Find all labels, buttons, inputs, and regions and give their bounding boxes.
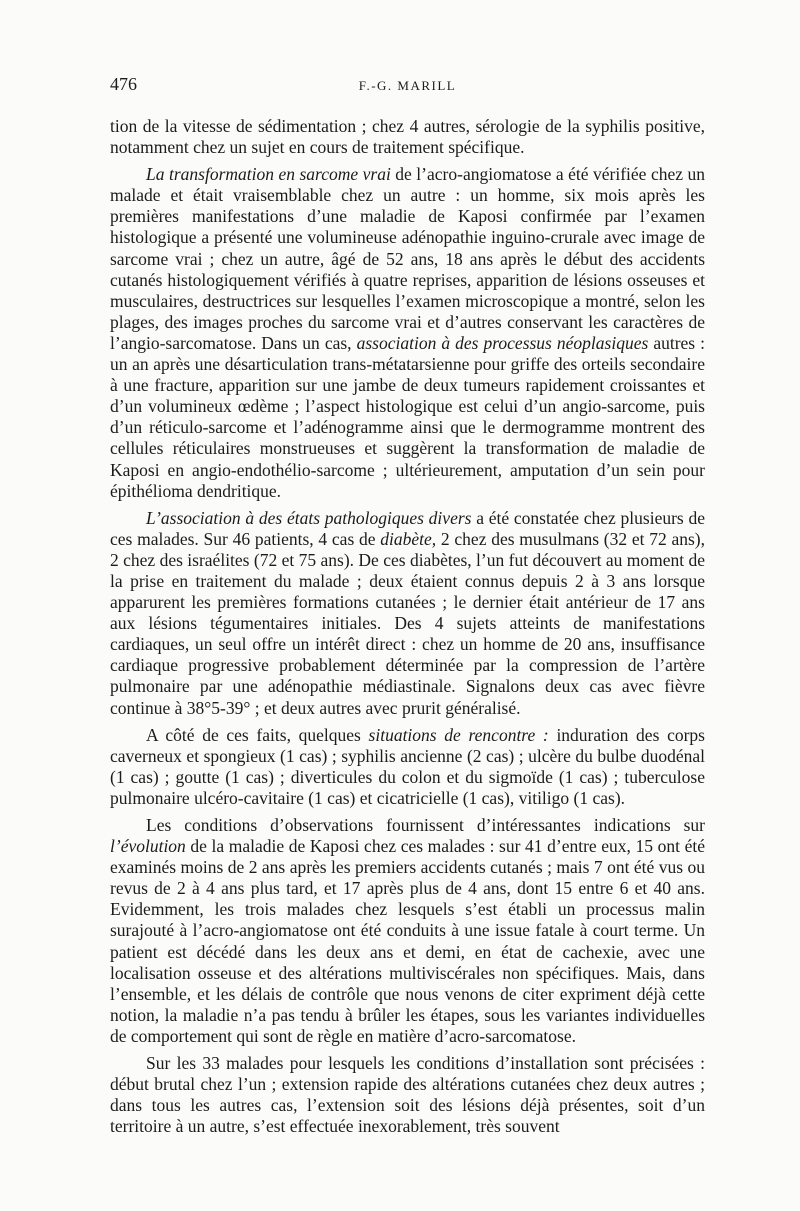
paragraph-evolution bbox=[110, 815, 705, 1047]
page-number: 476 bbox=[110, 74, 137, 94]
body-text bbox=[110, 116, 705, 1143]
text-run: Les conditions d’observations fournissent d’intéressantes indications sur bbox=[146, 815, 705, 835]
text-run: A côté de ces faits, quelques bbox=[146, 724, 369, 745]
paragraph-associated-conditions bbox=[110, 508, 705, 719]
text-run: de la maladie de Kaposi chez ces malades : sur 41 d’entre eux, 15 ont été examinés moins de 2 ans après les premiers accidents cutanés ; mais 7 ont été vus ou revus de 2 à 4 ans plus tard, et 17 après plus de 4 ans, dont 15 entre 6 et 40 ans. Evidemment, les trois malades chez lesquels s’est établi un processus malin surajouté à l’acro-angiomatose ont été conduits à une issue fatale à court terme. Un patient est décédé dans les deux ans et demi, en état de cachexie, avec une localisation osseuse et des altérations multiviscérales non spécifiques. Mais, dans l’ensemble, et les délais de contrôle que nous venons de citer expriment déjà cette notion, la maladie n’a pas tendu à brûler les étapes, sous les variantes individuelles de comportement qui sont de règle en matière d’acro-sarcomatose. bbox=[110, 836, 705, 1046]
italic-phrase: La transformation en sarcome vrai bbox=[146, 164, 391, 185]
italic-phrase: L’association à des états pathologiques divers bbox=[146, 507, 472, 528]
paragraph-sarcoma-transformation bbox=[110, 164, 705, 502]
text-run: induration des corps caverneux et spongieux (1 cas) ; syphilis ancienne (2 cas) ; ulcère du bulbe duodénal (1 cas) ; goutte (1 cas) ; diverticules du colon et du sigmoïde (1 cas) ; tuberculose pulmonaire ulcéro-cavitaire (1 cas) et cicatricielle (1 cas), vitiligo (1 cas). bbox=[110, 724, 705, 808]
italic-phrase: association à des processus néoplasiques bbox=[356, 332, 649, 353]
text-run: autres : un an après une désarticulation trans-métatarsienne pour griffe des orteils secondaire à une fracture, apparition sur une jambe de deux tumeurs rapidement croissantes et d’un volumineux œdème ; l’aspect histologique est celui d’un angio-sarcome, puis d’un réticulo-sarcome et l’adénogramme ainsi que le dermogramme montrent des cellules réticulaires monstrueuses et suggèrent la transformation de maladie de Kaposi en angio-endothélio-sarcome ; ultérieurement, amputation d’un sein pour épithélioma dendritique. bbox=[110, 332, 706, 501]
italic-phrase: diabète, bbox=[380, 528, 437, 549]
paragraph-continuation: tion de la vitesse de sédimentation ; chez 4 autres, sérologie de la syphilis positive, notamment chez un sujet en cours de traitement spécifique. bbox=[110, 116, 705, 158]
text-run: a été constatée chez plusieurs de ces malades. Sur 46 patients, 4 cas de bbox=[110, 507, 705, 549]
page-header bbox=[110, 74, 705, 104]
italic-phrase: l’évolution bbox=[110, 836, 186, 857]
text-run: 2 chez des musulmans (32 et 72 ans), 2 chez des israélites (72 et 75 ans). De ces diabètes, l’un fut découvert au moment de la prise en traitement du malade ; deux étaient connus depuis 2 à 3 ans lorsque apparurent les premières formations cutanées ; le dernier était antérieur de 17 ans aux lésions tégumentaires initiales. Des 4 sujets atteints de manifestations cardiaques, un seul offre un intérêt direct : chez un homme de 20 ans, insuffisance cardiaque progressive probablement déterminée par la compression de l’artère pulmonaire par une adénopathie médiastinale. Signalons deux cas avec fièvre continue à 38°5-39° ; et deux autres avec prurit généralisé. bbox=[110, 528, 705, 718]
running-head: F.-G. MARILL bbox=[358, 78, 457, 93]
text-run: de l’acro-angiomatose a été vérifiée chez un malade et était vraisemblable chez un autre : un homme, six mois après les premières manifestations d’une maladie de Kaposi confirmée par l’examen histologique a présenté une volumineuse adénopathie inguino-crurale avec image de sarcome vrai ; chez un autre, âgé de 52 ans, 18 ans après le début des accidents cutanés histologiquement vérifiés à quatre reprises, apparition de lésions osseuses et musculaires, destructrices sur lesquelles l’examen microscopique a montré, selon les plages, des images proches du sarcome vrai et d’autres conservant les caractères de l’angio-sarcomatose. Dans un cas, bbox=[110, 164, 705, 353]
paragraph-incidental-findings bbox=[110, 725, 705, 809]
italic-phrase: situations de rencontre : bbox=[368, 724, 549, 745]
paragraph-onset-conditions: Sur les 33 malades pour lesquels les conditions d’installation sont précisées : début brutal chez l’un ; extension rapide des altérations cutanées chez deux autres ; dans tous les autres cas, l’extension soit des lésions déjà présentes, soit d’un territoire à un autre, s’est effectuée inexorablement, très souvent bbox=[110, 1053, 705, 1137]
